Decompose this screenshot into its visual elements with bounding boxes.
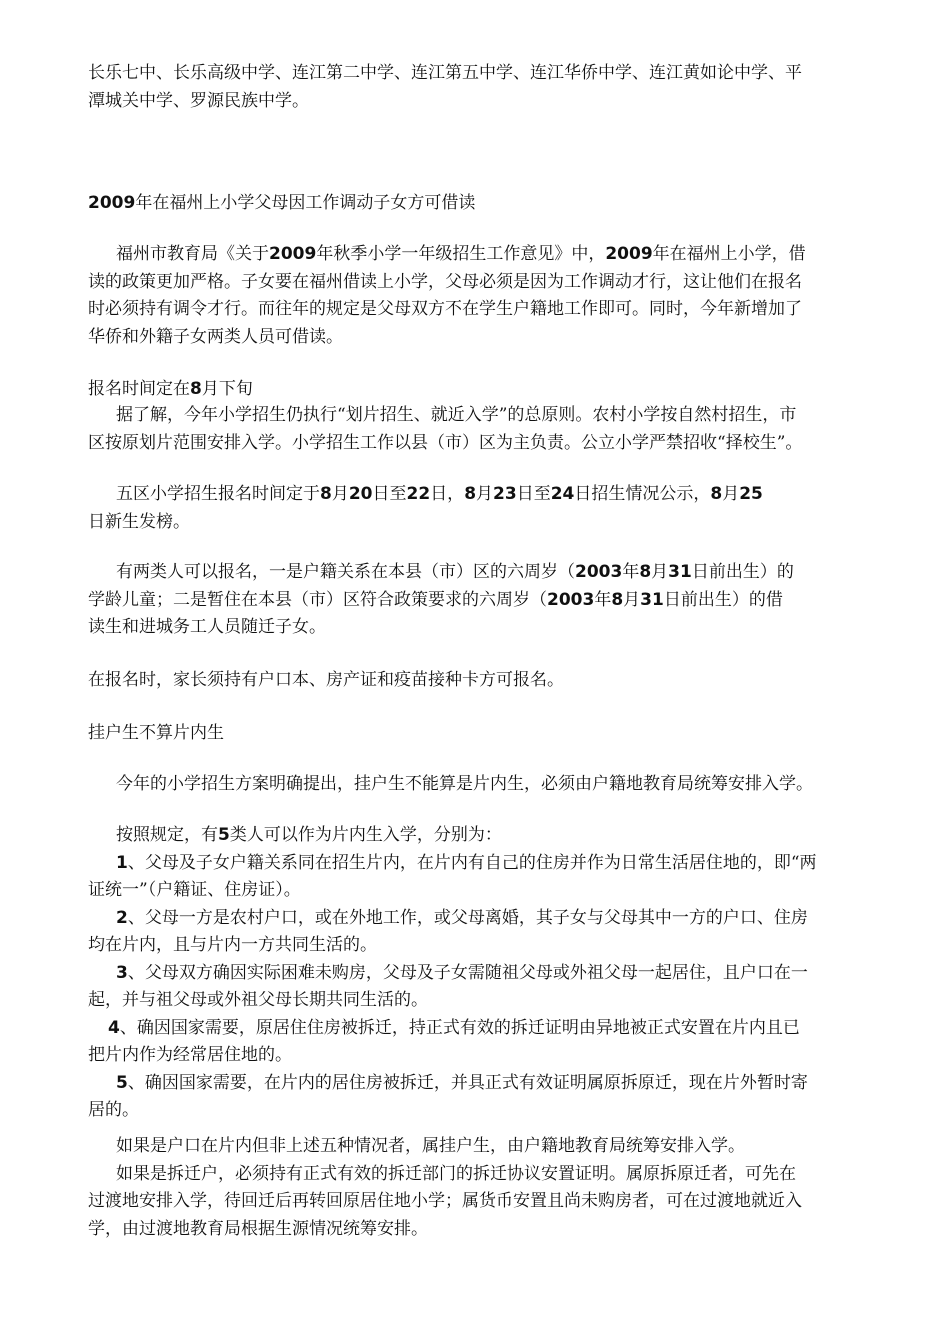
number: 23 — [493, 484, 517, 504]
list-item — [88, 850, 898, 878]
closing-paragraphs — [88, 1133, 898, 1243]
text-span: 年在福州上小学，借 — [652, 244, 806, 264]
list-item — [88, 1015, 898, 1043]
list-item — [88, 905, 898, 933]
text-span: 类人可以作为片内生入学，分别为： — [229, 825, 502, 845]
number: 8 — [639, 562, 652, 582]
text-span: 日前出生）的 — [691, 562, 794, 582]
number: 22 — [406, 484, 431, 504]
year-number: 2009 — [605, 244, 653, 264]
year-number: 2009 — [269, 244, 317, 264]
text-line: 据了解，今年小学招生仍执行“划片招生、就近入学”的总原则。农村小学按自然村招生，市 — [116, 405, 797, 425]
text-line: 时必须持有调令才行。而往年的规定是父母双方不在学生户籍地工作即可。同时，今年新增加了 — [88, 299, 802, 319]
text-span: 月 — [331, 484, 349, 504]
text-line: 在报名时，家长须持有户口本、房产证和疫苗接种卡方可报名。 — [88, 670, 564, 690]
list-item — [88, 960, 898, 988]
text-span: 月 — [623, 589, 641, 610]
registered-policy-paragraph — [88, 771, 898, 799]
school-list-paragraph — [88, 60, 898, 115]
eligibility-paragraph — [88, 559, 898, 642]
text-span: 有两类人可以报名，一是户籍关系在本县（市）区的六周岁（ — [116, 562, 575, 582]
text-span: 福州市教育局《关于 — [116, 244, 269, 264]
number: 25 — [739, 484, 763, 504]
section-registration-title — [88, 376, 898, 404]
headline-text: 年在福州上小学父母因工作调动子女方可借读 — [135, 193, 476, 213]
text-span: 报名时间定在 — [88, 379, 190, 399]
text-line: 潭城关中学、罗源民族中学。 — [88, 90, 309, 111]
number: 8 — [320, 484, 332, 504]
text-span: 日至 — [516, 484, 551, 504]
number: 31 — [640, 589, 664, 610]
text-line: 日新生发榜。 — [88, 511, 190, 532]
text-span: 月 — [651, 562, 669, 582]
number: 24 — [550, 484, 575, 504]
number: 2003 — [547, 589, 595, 610]
text-line: 把片内作为经常居住地的。 — [88, 1045, 292, 1065]
text-span: 年秋季小学一年级招生工作意见》中， — [316, 244, 606, 264]
text-span: 、父母双方确因实际困难未购房，父母及子女需随祖父母或外祖父母一起居住，且户口在一 — [127, 962, 808, 983]
text-span: 日至 — [372, 484, 407, 504]
number: 8 — [190, 379, 202, 399]
number: 2003 — [575, 562, 623, 582]
text-line: 如果是拆迁户，必须持有正式有效的拆迁部门的拆迁协议安置证明。属原拆原迁者，可先在 — [116, 1163, 796, 1184]
intro-paragraph — [88, 241, 898, 351]
item-number: 3 — [116, 962, 128, 983]
text-span: 学龄儿童；二是暂住在本县（市）区符合政策要求的六周岁（ — [88, 589, 547, 610]
section-registered-title — [88, 720, 898, 748]
documents-paragraph — [88, 667, 898, 695]
text-line: 读生和进城务工人员随迁子女。 — [88, 617, 326, 637]
text-span: 年 — [622, 562, 640, 582]
categories-list — [88, 822, 898, 1125]
text-line: 证统一”（户籍证、住房证）。 — [88, 880, 301, 900]
text-span: 、确因国家需要，在片内的居住房被拆迁，并具正式有效证明属原拆原迁，现在片外暂时寄 — [127, 1072, 808, 1093]
headline-year: 2009 — [88, 193, 136, 213]
item-number: 2 — [116, 907, 128, 928]
number: 31 — [668, 562, 692, 582]
text-line: 学，由过渡地教育局根据生源情况统筹安排。 — [88, 1218, 428, 1239]
text-span: 月 — [476, 484, 494, 504]
text-span: 、父母及子女户籍关系同在招生片内，在片内有自己的住房并作为日常生活居住地的，即“两 — [127, 852, 817, 873]
text-line: 区按原划片范围安排入学。小学招生工作以县（市）区为主负责。公立小学严禁招收“择校生”。 — [88, 432, 803, 453]
item-number: 5 — [116, 1072, 128, 1093]
number: 8 — [710, 484, 723, 504]
number: 5 — [218, 825, 230, 845]
article-headline — [88, 190, 898, 218]
text-line: 均在片内，且与片内一方共同生活的。 — [88, 935, 377, 955]
text-line: 如果是户口在片内但非上述五种情况者，属挂户生，由户籍地教育局统筹安排入学。 — [116, 1136, 745, 1156]
item-number: 4 — [108, 1017, 120, 1038]
text-span: 月下旬 — [201, 379, 253, 399]
text-line: 今年的小学招生方案明确提出，挂户生不能算是片内生，必须由户籍地教育局统筹安排入学。 — [116, 774, 813, 794]
principle-paragraph — [88, 402, 898, 457]
text-line: 起，并与祖父母或外祖父母长期共同生活的。 — [88, 990, 428, 1010]
text-span: 按照规定，有 — [116, 825, 218, 845]
list-item — [88, 1070, 898, 1098]
text-span: 月 — [722, 484, 740, 504]
text-span: 年 — [594, 589, 612, 610]
text-line: 读的政策更加严格。子女要在福州借读上小学，父母必须是因为工作调动才行，这让他们在报名 — [88, 271, 802, 292]
number: 8 — [464, 484, 477, 504]
text-span: 、确因国家需要，原居住住房被拆迁，持正式有效的拆迁证明由异地被正式安置在片内且已 — [119, 1017, 800, 1038]
text-line: 挂户生不算片内生 — [88, 723, 224, 743]
text-line: 过渡地安排入学，待回迁后再转回原居住地小学；属货币安置且尚未购房者，可在过渡地就近入 — [88, 1191, 802, 1211]
number: 20 — [348, 484, 373, 504]
text-span: 、父母一方是农村户口，或在外地工作，或父母离婚，其子女与父母其中一方的户口、住房 — [127, 907, 808, 928]
text-line: 居的。 — [88, 1100, 139, 1120]
text-span: 日， — [430, 484, 465, 504]
text-span: 日招生情况公示， — [574, 484, 711, 504]
item-number: 1 — [116, 852, 128, 873]
number: 8 — [611, 589, 624, 610]
text-span: 日前出生）的借 — [663, 589, 783, 610]
text-span: 五区小学招生报名时间定于 — [116, 484, 320, 504]
text-line: 华侨和外籍子女两类人员可借读。 — [88, 326, 343, 347]
schedule-paragraph — [88, 481, 898, 536]
text-line: 长乐七中、长乐高级中学、连江第二中学、连江第五中学、连江华侨中学、连江黄如论中学、平 — [88, 63, 802, 83]
